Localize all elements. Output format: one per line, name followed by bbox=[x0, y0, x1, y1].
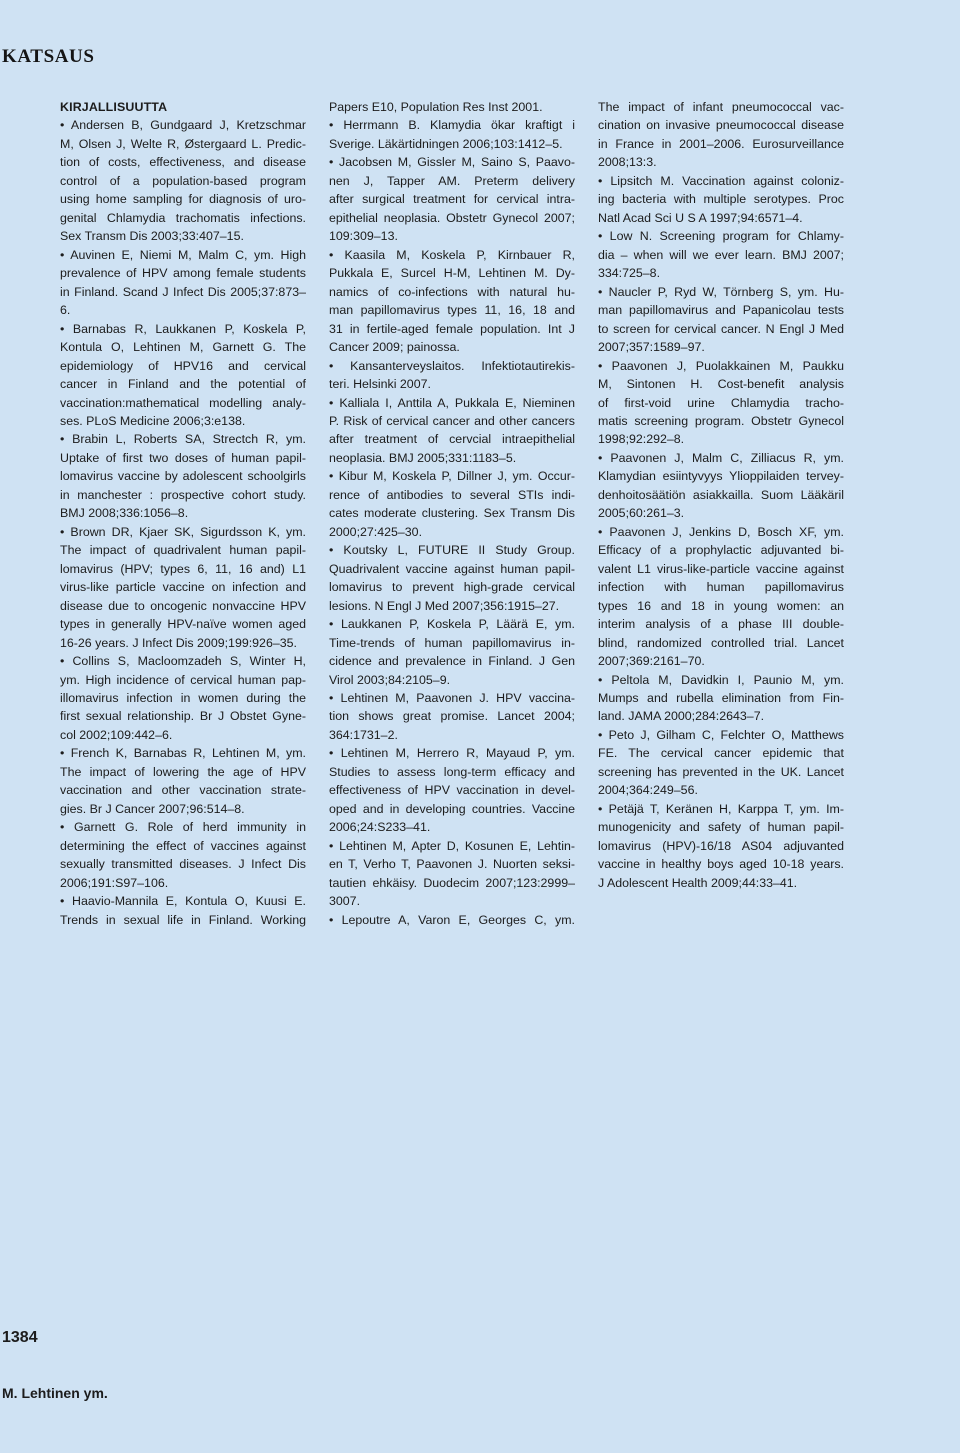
reference-line: • Brown DR, Kjaer SK, Sigurdsson K, ym. bbox=[60, 524, 306, 539]
reference-line: to screen for cervical cancer. N Engl J Med bbox=[598, 321, 844, 336]
reference-line: Studies to assess long-term efficacy and bbox=[329, 764, 575, 779]
reference-line: • Auvinen E, Niemi M, Malm C, ym. High bbox=[60, 247, 306, 262]
reference-line: • Kansanterveyslaitos. Infektiotautirekis- bbox=[329, 358, 575, 373]
reference-line: Sex Transm Dis 2003;33:407–15. bbox=[60, 229, 244, 244]
reference-line: Natl Acad Sci U S A 1997;94:6571–4. bbox=[598, 210, 803, 225]
reference-line: • Paavonen J, Jenkins D, Bosch XF, ym. bbox=[598, 524, 844, 539]
reference-line: vaccination and other vaccination strate- bbox=[60, 783, 306, 798]
reference-line: 2006;24:S233–41. bbox=[329, 820, 431, 835]
reference-line: • Haavio-Mannila E, Kontula O, Kuusi E. bbox=[60, 894, 306, 909]
reference-entry bbox=[329, 153, 575, 245]
reference-line: 2004;364:249–56. bbox=[598, 783, 698, 798]
reference-entry-continued bbox=[329, 98, 575, 116]
reference-line: M, Sintonen H. Cost-benefit analysis bbox=[598, 377, 844, 392]
reference-line: The impact of infant pneumococcal vac- bbox=[598, 100, 844, 114]
reference-entry bbox=[598, 283, 844, 357]
reference-line: of first-void urine Chlamydia tracho- bbox=[598, 395, 844, 410]
reference-line: • Kaasila M, Koskela P, Kirnbauer R, bbox=[329, 247, 575, 262]
reference-line: in manchester : prospective cohort study. bbox=[60, 487, 306, 502]
reference-entry bbox=[598, 671, 844, 726]
reference-line: denhoitosäätiön asiakkailla. Suom Lääkäril bbox=[598, 487, 844, 502]
reference-line: BMJ 2008;336:1056–8. bbox=[60, 506, 189, 521]
reference-line: valent L1 virus-like-particle vaccine against bbox=[598, 561, 844, 576]
reference-line: 2005;60:261–3. bbox=[598, 506, 685, 521]
reference-entry bbox=[60, 246, 306, 320]
reference-line: lomavirus vaccine by adolescent schoolgirls bbox=[60, 469, 306, 484]
reference-line: infection with human papillomavirus bbox=[598, 580, 844, 595]
reference-entry bbox=[329, 615, 575, 689]
reference-line: J Adolescent Health 2009;44:33–41. bbox=[598, 875, 798, 890]
reference-line: The impact of lowering the age of HPV bbox=[60, 764, 306, 779]
reference-line: after surgical treatment for cervical intra- bbox=[329, 192, 575, 207]
reference-line: types in generally HPV-naïve women aged bbox=[60, 617, 306, 632]
reference-line: genital Chlamydia trachomatis infections. bbox=[60, 210, 306, 225]
reference-entry bbox=[598, 357, 844, 449]
reference-line: • Paavonen J, Puolakkainen M, Paukku bbox=[598, 358, 844, 373]
reference-line: rence of antibodies to several STIs indi- bbox=[329, 487, 575, 502]
reference-line: FE. The cervical cancer epidemic that bbox=[598, 746, 844, 761]
reference-line: 364:1731–2. bbox=[329, 727, 398, 742]
reference-line: blind, randomized controlled trial. Lancet bbox=[598, 635, 844, 650]
reference-line: Trends in sexual life in Finland. Working bbox=[60, 912, 306, 927]
reference-line: in Finland. Scand J Infect Dis 2005;37:873– bbox=[60, 284, 306, 299]
reference-line: 3007. bbox=[329, 894, 361, 909]
running-author: M. Lehtinen ym. bbox=[2, 1385, 108, 1401]
reference-line: ym. High incidence of cervical human pap- bbox=[60, 672, 306, 687]
reference-column-2 bbox=[329, 98, 575, 929]
reference-line: 31 in fertile-aged female population. Int J bbox=[329, 321, 575, 336]
reference-line: man papillomavirus types 11, 16, 18 and bbox=[329, 303, 575, 318]
reference-line: lesions. N Engl J Med 2007;356:1915–27. bbox=[329, 598, 560, 613]
reference-line: • Kibur M, Koskela P, Dillner J, ym. Occur- bbox=[329, 469, 575, 484]
reference-line: Klamydian esiintyvyys Ylioppilaiden tervey- bbox=[598, 469, 844, 484]
reference-line: cination on invasive pneumococcal disease bbox=[598, 118, 844, 133]
reference-line: munogenicity and safety of human papil- bbox=[598, 820, 844, 835]
reference-entry bbox=[329, 837, 575, 911]
reference-entry bbox=[329, 394, 575, 468]
reference-line: neoplasia. BMJ 2005;331:1183–5. bbox=[329, 450, 517, 465]
reference-line: in France in 2001–2006. Eurosurveillance bbox=[598, 136, 844, 151]
reference-line: effectiveness of HPV vaccination in devel- bbox=[329, 783, 575, 798]
reference-line: The impact of quadrivalent human papil- bbox=[60, 543, 306, 558]
reference-line: tautien ehkäisy. Duodecim 2007;123:2999– bbox=[329, 875, 575, 890]
reference-line: lomavirus to prevent high-grade cervical bbox=[329, 580, 575, 595]
reference-line: epithelial neoplasia. Obstetr Gynecol 2007; bbox=[329, 210, 575, 225]
reference-line: namics of co-infections with natural hu- bbox=[329, 284, 575, 299]
reference-entry bbox=[60, 116, 306, 245]
reference-line: teri. Helsinki 2007. bbox=[329, 377, 431, 392]
reference-entry bbox=[60, 744, 306, 818]
reference-line: • Garnett G. Role of herd immunity in bbox=[60, 820, 306, 835]
reference-line: cidence and prevalence in Finland. J Gen bbox=[329, 654, 575, 669]
reference-line: Cancer 2009; painossa. bbox=[329, 340, 460, 355]
reference-line: • Andersen B, Gundgaard J, Kretzschmar bbox=[60, 118, 306, 133]
reference-line: virus-like particle vaccine on infection and bbox=[60, 580, 306, 595]
reference-entry bbox=[60, 818, 306, 892]
reference-line: 2007;357:1589–97. bbox=[598, 340, 705, 355]
reference-line: tion of costs, effectiveness, and disease bbox=[60, 155, 306, 170]
reference-entry bbox=[598, 800, 844, 892]
page-number: 1384 bbox=[2, 1329, 38, 1346]
reference-entry-continued bbox=[598, 98, 844, 172]
reference-entry bbox=[598, 172, 844, 227]
reference-line: oped and in developing countries. Vaccine bbox=[329, 801, 575, 816]
reference-line: • Barnabas R, Laukkanen P, Koskela P, bbox=[60, 321, 306, 336]
reference-line: lomavirus (HPV)-16/18 AS04 adjuvanted bbox=[598, 838, 844, 853]
section-label: KATSAUS bbox=[2, 46, 95, 67]
reference-line: prevalence of HPV among female students bbox=[60, 266, 306, 281]
reference-line: • Koutsky L, FUTURE II Study Group. bbox=[329, 543, 575, 558]
reference-line: • Collins S, Macloomzadeh S, Winter H, bbox=[60, 654, 306, 669]
reference-line: • Peltola M, Davidkin I, Paunio M, ym. bbox=[598, 672, 844, 687]
reference-line: after treatment of cervcial intraepithelial bbox=[329, 432, 575, 447]
reference-line: 334:725–8. bbox=[598, 266, 661, 281]
reference-line: cancer in Finland and the potential of bbox=[60, 377, 306, 392]
reference-entry bbox=[60, 523, 306, 652]
reference-line: P. Risk of cervical cancer and other cancers bbox=[329, 413, 575, 428]
reference-line: • Herrmann B. Klamydia ökar kraftigt i bbox=[329, 118, 575, 133]
reference-line: control of a population-based program bbox=[60, 173, 306, 188]
reference-line: vaccination:mathematical modelling analy- bbox=[60, 395, 306, 410]
reference-line: using home sampling for diagnosis of uro- bbox=[60, 192, 306, 207]
reference-entry bbox=[60, 320, 306, 431]
reference-entry bbox=[329, 357, 575, 394]
reference-line: 16-26 years. J Infect Dis 2009;199:926–35. bbox=[60, 635, 297, 650]
reference-line: Virol 2003;84:2105–9. bbox=[329, 672, 451, 687]
reference-line: man papillomavirus and Papanicolau tests bbox=[598, 303, 844, 318]
reference-line: Quadrivalent vaccine against human papil- bbox=[329, 561, 575, 576]
reference-entry bbox=[598, 726, 844, 800]
reference-line: Kontula O, Lehtinen M, Garnett G. The bbox=[60, 340, 306, 355]
reference-line: col 2002;109:442–6. bbox=[60, 727, 173, 742]
reference-line: sexually transmitted diseases. J Infect Dis bbox=[60, 857, 306, 872]
reference-line: 2006;191:S97–106. bbox=[60, 875, 169, 890]
reference-column-1 bbox=[60, 98, 306, 929]
reference-entry bbox=[598, 449, 844, 523]
reference-line: tion shows great promise. Lancet 2004; bbox=[329, 709, 575, 724]
reference-line: determining the effect of vaccines against bbox=[60, 838, 306, 853]
reference-line: • Laukkanen P, Koskela P, Läärä E, ym. bbox=[329, 617, 575, 632]
reference-entry bbox=[329, 246, 575, 357]
reference-line: • Lipsitch M. Vaccination against coloniz- bbox=[598, 173, 844, 188]
reference-entry bbox=[598, 227, 844, 282]
reference-entry bbox=[329, 467, 575, 541]
reference-line: land. JAMA 2000;284:2643–7. bbox=[598, 709, 765, 724]
reference-line: dia – when will we ever learn. BMJ 2007; bbox=[598, 247, 844, 262]
reference-entry bbox=[60, 430, 306, 522]
reference-line: • Paavonen J, Malm C, Zilliacus R, ym. bbox=[598, 450, 844, 465]
reference-line: • Lepoutre A, Varon E, Georges C, ym. bbox=[329, 912, 575, 927]
reference-line: • Lehtinen M, Paavonen J. HPV vaccina- bbox=[329, 691, 575, 705]
reference-entry bbox=[598, 523, 844, 671]
reference-line: disease due to oncogenic nonvaccine HPV bbox=[60, 598, 306, 613]
reference-line: epidemiology of HPV16 and cervical bbox=[60, 358, 306, 373]
reference-line: en T, Verho T, Paavonen J. Nuorten seksi- bbox=[329, 857, 575, 872]
reference-line: Mumps and rubella elimination from Fin- bbox=[598, 691, 844, 705]
reference-line: Efficacy of a prophylactic adjuvanted bi- bbox=[598, 543, 844, 558]
reference-entry bbox=[329, 541, 575, 615]
reference-entry bbox=[329, 744, 575, 836]
reference-line: • Peto J, Gilham C, Felchter O, Matthews bbox=[598, 727, 844, 742]
reference-line: Uptake of first two doses of human papil- bbox=[60, 450, 306, 465]
reference-line: • Brabin L, Roberts SA, Strectch R, ym. bbox=[60, 432, 306, 447]
reference-line: matis screening program. Obstetr Gynecol bbox=[598, 413, 844, 428]
reference-entry bbox=[329, 911, 575, 929]
reference-line: • Lehtinen M, Apter D, Kosunen E, Lehtin- bbox=[329, 838, 575, 853]
reference-line: interim analysis of a phase III double- bbox=[598, 617, 844, 632]
reference-entry bbox=[60, 892, 306, 929]
reference-line: 2000;27:425–30. bbox=[329, 524, 423, 539]
reference-line: Pukkala E, Surcel H-M, Lehtinen M. Dy- bbox=[329, 266, 575, 281]
reference-line: lomavirus (HPV; types 6, 11, 16 and) L1 bbox=[60, 561, 306, 576]
reference-line: vaccine in healthy boys aged 10-18 years. bbox=[598, 857, 844, 872]
reference-line: nen J, Tapper AM. Preterm delivery bbox=[329, 173, 575, 188]
reference-line: M, Olsen J, Welte R, Østergaard L. Predic- bbox=[60, 136, 306, 151]
reference-column-3 bbox=[598, 98, 844, 892]
reference-line: ing bacteria with multiple serotypes. Proc bbox=[598, 192, 844, 207]
reference-line: Sverige. Läkärtidningen 2006;103:1412–5. bbox=[329, 136, 563, 151]
reference-line: 109:309–13. bbox=[329, 229, 398, 244]
reference-entry bbox=[60, 652, 306, 744]
reference-line: illomavirus infection in women during the bbox=[60, 691, 306, 705]
reference-line: Papers E10, Population Res Inst 2001. bbox=[329, 100, 543, 114]
reference-line: cates moderate clustering. Sex Transm Dis bbox=[329, 506, 575, 521]
reference-line: 1998;92:292–8. bbox=[598, 432, 685, 447]
reference-entry bbox=[329, 116, 575, 153]
references-heading: KIRJALLISUUTTA bbox=[60, 100, 168, 114]
reference-line: first sexual relationship. Br J Obstet Gyne- bbox=[60, 709, 306, 724]
reference-line: • Low N. Screening program for Chlamy- bbox=[598, 229, 844, 244]
reference-line: types 16 and 18 in young women: an bbox=[598, 598, 844, 613]
reference-line: • Jacobsen M, Gissler M, Saino S, Paavo- bbox=[329, 155, 575, 170]
reference-line: • Lehtinen M, Herrero R, Mayaud P, ym. bbox=[329, 746, 575, 761]
reference-line: ses. PLoS Medicine 2006;3:e138. bbox=[60, 413, 246, 428]
reference-line: screening has prevented in the UK. Lancet bbox=[598, 764, 844, 779]
reference-entry bbox=[329, 689, 575, 744]
reference-line: gies. Br J Cancer 2007;96:514–8. bbox=[60, 801, 245, 816]
reference-line: 6. bbox=[60, 303, 71, 318]
reference-line: • Naucler P, Ryd W, Törnberg S, ym. Hu- bbox=[598, 284, 844, 299]
reference-line: 2008;13:3. bbox=[598, 155, 657, 170]
reference-line: • Petäjä T, Keränen H, Karppa T, ym. Im- bbox=[598, 801, 844, 816]
reference-line: • French K, Barnabas R, Lehtinen M, ym. bbox=[60, 746, 306, 761]
reference-line: 2007;369:2161–70. bbox=[598, 654, 705, 669]
reference-line: • Kalliala I, Anttila A, Pukkala E, Nieminen bbox=[329, 395, 575, 410]
reference-line: Time-trends of human papillomavirus in- bbox=[329, 635, 575, 650]
